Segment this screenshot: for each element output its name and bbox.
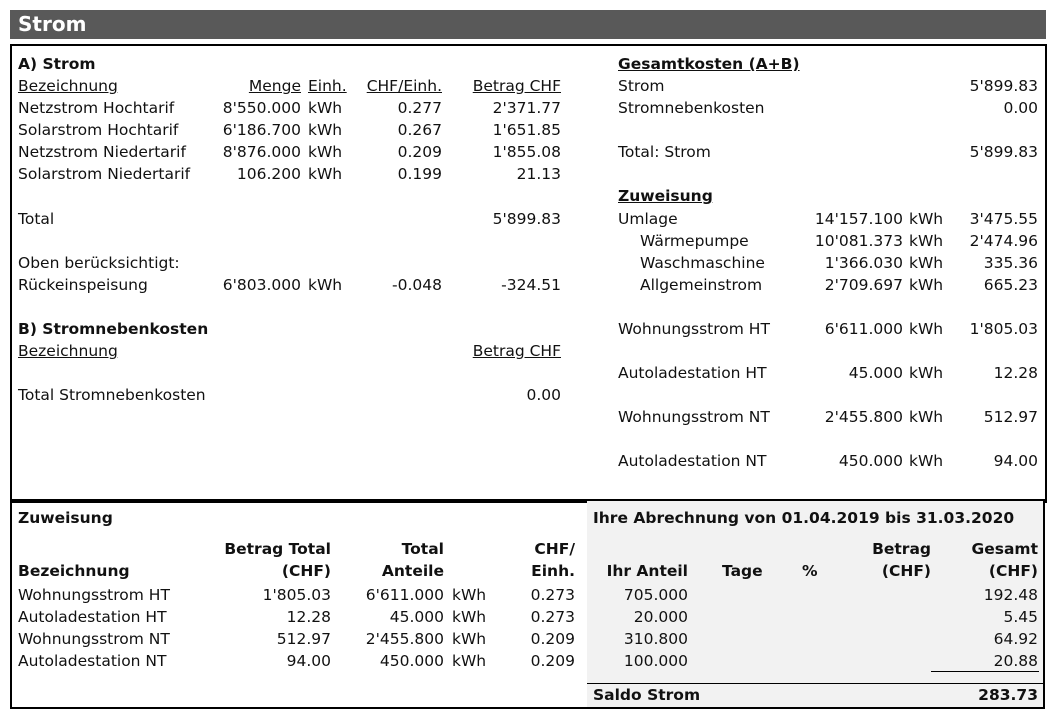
umlage-sub-amount: 2'474.96 <box>969 232 1038 250</box>
ab-row-anteil: 20.000 <box>633 608 688 626</box>
zuweisung-item-qty: 450.000 <box>838 452 903 470</box>
section-a-heading: A) Strom <box>18 55 96 73</box>
ab-header-anteil: Ihr Anteil <box>606 562 688 580</box>
zuweisung-item-qty: 6'611.000 <box>824 320 903 338</box>
zuweisung-item-unit: kWh <box>909 408 944 426</box>
ab-header-gesamt-1: Gesamt <box>971 540 1038 558</box>
gesamt-row-label: Stromnebenkosten <box>618 99 765 117</box>
zuweisung-item-amount: 1'805.03 <box>969 320 1038 338</box>
zuweisung-item-unit: kWh <box>909 320 944 338</box>
saldo-divider <box>587 683 1043 684</box>
zuweisung-item-label: Autoladestation NT <box>618 452 767 470</box>
umlage-label: Umlage <box>618 210 678 228</box>
section-a-row-qty: 6'186.700 <box>222 121 301 139</box>
umlage-sub-label: Allgemeinstrom <box>640 276 763 294</box>
zb-row-total: 94.00 <box>286 652 331 670</box>
zuweisung-item-unit: kWh <box>909 452 944 470</box>
section-a-row-amount: 1'855.08 <box>492 143 561 161</box>
section-b-total-value: 0.00 <box>526 386 561 404</box>
section-a-row-unit: kWh <box>308 143 343 161</box>
section-a-considered-label: Oben berücksichtigt: <box>18 254 180 272</box>
ab-header-pct: % <box>802 562 818 580</box>
zuweisung-item-qty: 45.000 <box>848 364 903 382</box>
zb-header-total-1: Betrag Total <box>224 540 331 558</box>
zuweisung-item-amount: 12.28 <box>993 364 1038 382</box>
feed-in-price: -0.048 <box>392 276 442 294</box>
zuweisung-item-unit: kWh <box>909 364 944 382</box>
ab-row-anteil: 310.800 <box>623 630 688 648</box>
zb-row-total: 1'805.03 <box>262 586 331 604</box>
section-a-header-amount: Betrag CHF <box>472 77 561 95</box>
section-a-row-qty: 8'550.000 <box>222 99 301 117</box>
feed-in-qty: 6'803.000 <box>222 276 301 294</box>
zb-row-total: 12.28 <box>286 608 331 626</box>
umlage-sub-qty: 2'709.697 <box>824 276 903 294</box>
zb-header-total-2: (CHF) <box>281 562 331 580</box>
zb-row-anteile: 45.000 <box>389 608 444 626</box>
section-a-header-name: Bezeichnung <box>18 77 118 95</box>
zb-row-name: Autoladestation NT <box>18 652 167 670</box>
zb-row-unit: kWh <box>452 586 487 604</box>
section-a-header-unit: Einh. <box>308 77 347 95</box>
gesamt-total-value: 5'899.83 <box>969 143 1038 161</box>
ab-row-gesamt: 5.45 <box>1003 608 1038 626</box>
zb-row-unit: kWh <box>452 608 487 626</box>
umlage-sub-unit: kWh <box>909 232 944 250</box>
umlage-sub-qty: 1'366.030 <box>824 254 903 272</box>
ab-row-anteil: 705.000 <box>623 586 688 604</box>
zuweisung-bottom-heading: Zuweisung <box>18 509 113 527</box>
ab-row-gesamt: 64.92 <box>993 630 1038 648</box>
umlage-sub-label: Waschmaschine <box>640 254 765 272</box>
gesamt-row-value: 5'899.83 <box>969 77 1038 95</box>
ab-header-betrag-2: (CHF) <box>881 562 931 580</box>
ab-row-anteil: 100.000 <box>623 652 688 670</box>
zb-row-anteile: 450.000 <box>379 652 444 670</box>
zuweisung-top-heading: Zuweisung <box>618 187 713 205</box>
zb-row-price: 0.209 <box>530 630 575 648</box>
section-a-row-qty: 106.200 <box>236 165 301 183</box>
ab-row-gesamt: 192.48 <box>983 586 1038 604</box>
zb-header-name: Bezeichnung <box>18 562 130 580</box>
section-a-row-unit: kWh <box>308 99 343 117</box>
section-a-row-unit: kWh <box>308 165 343 183</box>
section-a-row-name: Netzstrom Niedertarif <box>18 143 186 161</box>
zb-header-unit-1: CHF/ <box>534 540 575 558</box>
zb-row-name: Autoladestation HT <box>18 608 167 626</box>
gesamt-heading: Gesamtkosten (A+B) <box>618 55 800 73</box>
zb-row-name: Wohnungsstrom HT <box>18 586 170 604</box>
section-a-row-price: 0.277 <box>397 99 442 117</box>
zuweisung-item-label: Wohnungsstrom NT <box>618 408 770 426</box>
section-a-row-name: Solarstrom Hochtarif <box>18 121 179 139</box>
gesamt-row-value: 0.00 <box>1003 99 1038 117</box>
ab-header-betrag-1: Betrag <box>872 540 931 558</box>
gesamt-row-label: Strom <box>618 77 665 95</box>
ab-row-gesamt: 20.88 <box>993 652 1038 670</box>
gesamt-total-label: Total: Strom <box>618 143 711 161</box>
zuweisung-item-amount: 512.97 <box>983 408 1038 426</box>
zb-header-anteile-2: Anteile <box>381 562 444 580</box>
section-b-total-label: Total Stromnebenkosten <box>18 386 206 404</box>
section-a-row-amount: 21.13 <box>516 165 561 183</box>
section-a-row-qty: 8'876.000 <box>222 143 301 161</box>
zuweisung-item-label: Autoladestation HT <box>618 364 767 382</box>
section-a-row-amount: 2'371.77 <box>492 99 561 117</box>
zuweisung-item-qty: 2'455.800 <box>824 408 903 426</box>
umlage-qty: 14'157.100 <box>814 210 903 228</box>
umlage-sub-unit: kWh <box>909 254 944 272</box>
feed-in-unit: kWh <box>308 276 343 294</box>
umlage-sub-unit: kWh <box>909 276 944 294</box>
sum-rule <box>931 671 1039 672</box>
zb-row-name: Wohnungsstrom NT <box>18 630 170 648</box>
page-title: Strom <box>18 12 87 36</box>
saldo-value: 283.73 <box>978 686 1038 704</box>
umlage-sub-amount: 335.36 <box>983 254 1038 272</box>
zb-header-unit-2: Einh. <box>531 562 575 580</box>
zuweisung-item-label: Wohnungsstrom HT <box>618 320 770 338</box>
feed-in-name: Rückeinspeisung <box>18 276 148 294</box>
ab-header-tage: Tage <box>722 562 763 580</box>
section-a-row-price: 0.199 <box>397 165 442 183</box>
abrechnung-heading: Ihre Abrechnung von 01.04.2019 bis 31.03.2020 <box>593 509 1015 527</box>
section-a-row-name: Netzstrom Hochtarif <box>18 99 175 117</box>
ab-header-gesamt-2: (CHF) <box>988 562 1038 580</box>
zb-row-total: 512.97 <box>276 630 331 648</box>
zb-row-anteile: 6'611.000 <box>365 586 444 604</box>
zb-row-unit: kWh <box>452 652 487 670</box>
zb-row-price: 0.209 <box>530 652 575 670</box>
umlage-sub-label: Wärmepumpe <box>640 232 749 250</box>
zb-row-unit: kWh <box>452 630 487 648</box>
section-a-header-price: CHF/Einh. <box>366 77 442 95</box>
umlage-unit: kWh <box>909 210 944 228</box>
zb-header-anteile-1: Total <box>401 540 444 558</box>
umlage-amount: 3'475.55 <box>969 210 1038 228</box>
umlage-sub-qty: 10'081.373 <box>814 232 903 250</box>
section-a-row-price: 0.209 <box>397 143 442 161</box>
title-bar <box>10 10 1046 39</box>
section-a-row-price: 0.267 <box>397 121 442 139</box>
section-b-heading: B) Stromnebenkosten <box>18 320 209 338</box>
section-a-total-value: 5'899.83 <box>492 210 561 228</box>
umlage-sub-amount: 665.23 <box>983 276 1038 294</box>
section-a-header-qty: Menge <box>248 77 301 95</box>
feed-in-amount: -324.51 <box>501 276 561 294</box>
section-a-row-unit: kWh <box>308 121 343 139</box>
section-a-row-amount: 1'651.85 <box>492 121 561 139</box>
zb-row-price: 0.273 <box>530 608 575 626</box>
section-a-row-name: Solarstrom Niedertarif <box>18 165 191 183</box>
section-a-total-label: Total <box>18 210 55 228</box>
section-b-header-name: Bezeichnung <box>18 342 118 360</box>
saldo-label: Saldo Strom <box>593 686 701 704</box>
zb-row-price: 0.273 <box>530 586 575 604</box>
zb-row-anteile: 2'455.800 <box>365 630 444 648</box>
section-b-header-amount: Betrag CHF <box>472 342 561 360</box>
zuweisung-item-amount: 94.00 <box>993 452 1038 470</box>
